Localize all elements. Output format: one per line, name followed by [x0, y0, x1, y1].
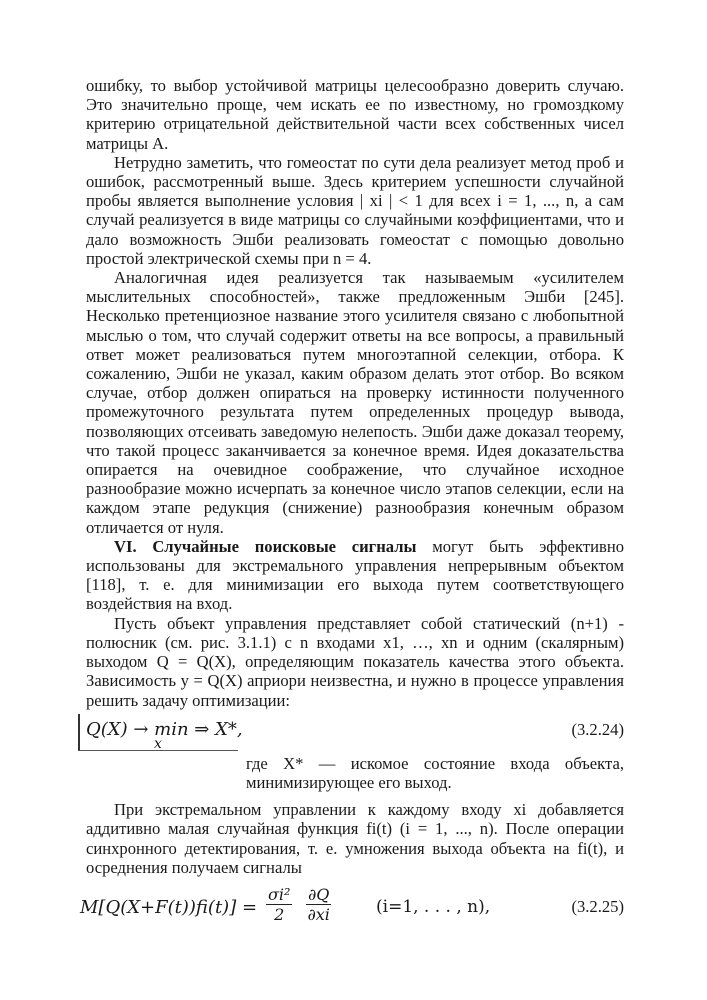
paragraph-2: Нетрудно заметить, что гомеостат по сути дела реализует метод проб и ошибок, рассмотренный выше. Здесь критерием успешности случайной пробы является выполнение условия | xi | < 1 для всех i = 1, ..., n, а сам случай реализуется в виде матрицы со случайными коэффициентами, что и дало возможность Эшби реализовать гомеостат с помощью довольно простой электрической схемы при n = 4.: [86, 152, 624, 268]
equation-bracket: [78, 714, 80, 750]
paragraph-1: ошибку, то выбор устойчивой матрицы целесообразно доверить случаю. Это значительно проще, чем искать ее по известному, но громоздкому критерию отрицательной действительной части всех собственных чисел матрицы A.: [86, 76, 624, 153]
equation-number: (3.2.24): [571, 719, 624, 739]
equation-range: (i=1, . . . , n),: [376, 896, 491, 917]
paragraph-5: Пусть объект управления представляет собой статический (n+1) - полюсник (см. рис. 3.1.1) с n входами x1, …, xn и одним (скалярным) выходом Q = Q(X), определяющим показатель качества этого объекта. Зависимость y = Q(X) априори неизвестна, и нужно в процессе управления решить задачу оптимизации:: [86, 613, 624, 710]
section-heading: VI. Случайные поисковые сигналы: [114, 536, 417, 556]
paragraph-6: где X* — искомое состояние входа объекта, минимизирующее его выход.: [246, 753, 624, 792]
equation-lhs: M[Q(X+F(t))fi(t)] =: [80, 896, 258, 918]
fraction-partial: [306, 885, 331, 924]
equation-formula: Q(X) → min ⇒ X*,: [86, 718, 243, 740]
equation-subscript: x: [154, 735, 162, 752]
equation-number: (3.2.25): [571, 896, 624, 916]
paragraph-3: Аналогичная идея реализуется так называемым «усилителем мыслительных способностей», также предложенным Эшби [245]. Несколько претенциозное название этого усилителя связано с любопытной мыслью о том, что случай содержит ответы на все вопросы, а правильный ответ может реализоваться путем многоэтапной селекции, отбора. К сожалению, Эшби не указал, каким образом делать этот отбор. Во всяком случае, отбор должен опираться на проверку истинности полученного промежуточного результата путем определенных процедур вывода, позволяющих отсеивать заведомую нелепость. Эшби даже доказал теорему, что такой процесс заканчивается за конечное время. Идея доказательства опирается на очевидное соображение, что случайное исходное разнообразие можно исчерпать за конечное число этапов селекции, если на каждом этапе редукция (снижение) разнообразия конечным образом отличается от нуля.: [86, 268, 624, 537]
equation-3-2-25: [80, 885, 624, 937]
paragraph-7: При экстремальном управлении к каждому входу xi добавляется аддитивно малая случайная функция fi(t) (i = 1, ..., n). После операции синхронного детектирования, т. е. умножения выхода объекта на fi(t), и осреднения получаем сигналы: [86, 800, 624, 877]
fraction-numerator: σi²: [268, 884, 291, 904]
document-page: [80, 76, 625, 937]
equation-3-2-24: [78, 714, 624, 754]
paragraph-4: [86, 537, 624, 614]
fraction-sigma: [266, 885, 292, 924]
fraction-numerator: ∂Q: [308, 884, 330, 904]
fraction-denominator: ∂xi: [307, 904, 330, 924]
fraction-denominator: 2: [274, 904, 285, 924]
paragraph-4-text: могут быть эффективно использованы для экстремального управления непрерывным объектом [118], т. е. для минимизации его выхода путем соответствующего воздействия на вход.: [86, 536, 625, 614]
